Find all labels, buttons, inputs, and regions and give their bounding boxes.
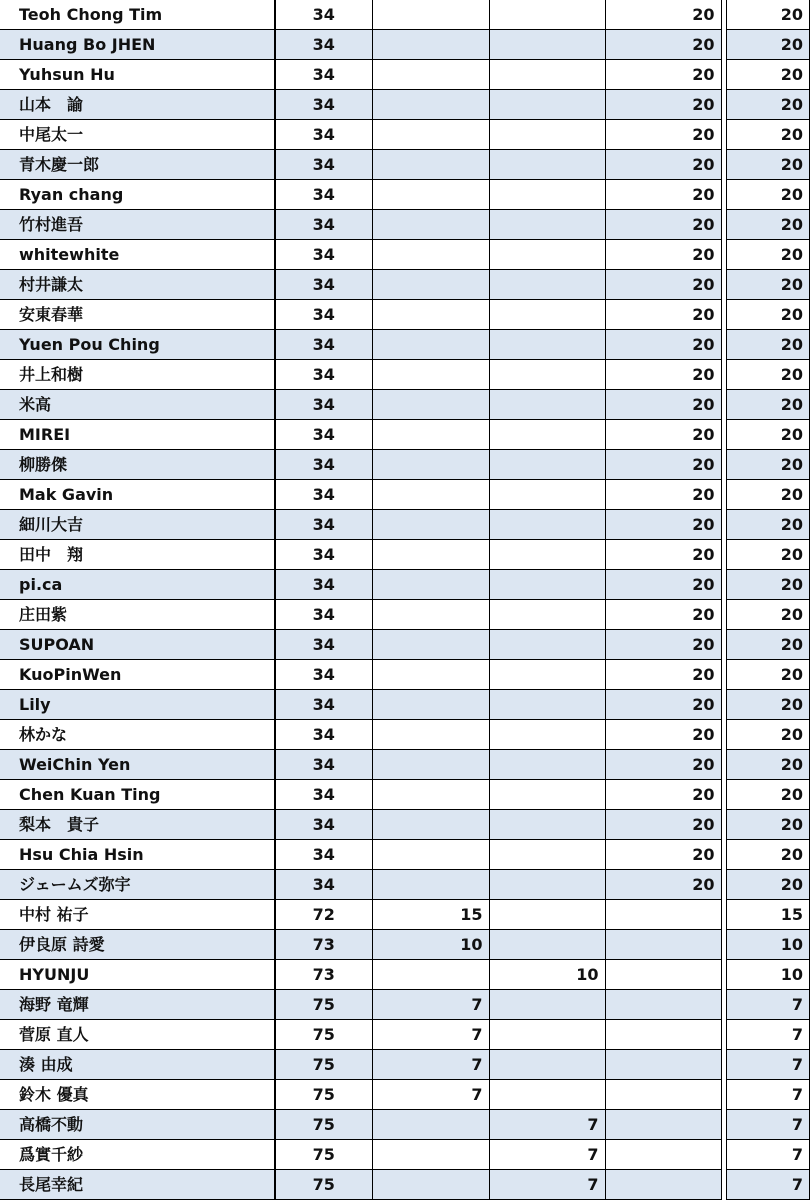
points-col2-cell	[489, 750, 605, 780]
total-points-cell: 20	[726, 510, 810, 540]
points-col3-cell: 20	[605, 420, 721, 450]
points-col2-cell	[489, 420, 605, 450]
table-row	[0, 780, 810, 810]
points-col1-cell	[372, 780, 489, 810]
total-points-cell: 20	[726, 60, 810, 90]
total-points-cell: 7	[726, 1170, 810, 1200]
total-points-cell: 20	[726, 630, 810, 660]
points-col2-cell: 7	[489, 1140, 605, 1170]
points-col2-cell	[489, 600, 605, 630]
rank-cell: 34	[275, 540, 372, 570]
points-col3-cell	[605, 1140, 721, 1170]
points-col2-cell	[489, 900, 605, 930]
points-col1-cell	[372, 960, 489, 990]
player-name-cell: 伊良原 詩愛	[0, 930, 275, 960]
points-col1-cell	[372, 480, 489, 510]
table-row	[0, 210, 810, 240]
points-col3-cell: 20	[605, 810, 721, 840]
points-col1-cell	[372, 1110, 489, 1140]
player-name-cell: 竹村進吾	[0, 210, 275, 240]
points-col3-cell: 20	[605, 180, 721, 210]
table-row	[0, 90, 810, 120]
total-points-cell: 15	[726, 900, 810, 930]
rank-cell: 34	[275, 30, 372, 60]
player-name-cell: 長尾幸紀	[0, 1170, 275, 1200]
player-name-cell: 爲實千紗	[0, 1140, 275, 1170]
points-col1-cell	[372, 270, 489, 300]
points-col2-cell	[489, 30, 605, 60]
points-col3-cell	[605, 1170, 721, 1200]
points-col1-cell	[372, 390, 489, 420]
points-col3-cell: 20	[605, 540, 721, 570]
points-col3-cell: 20	[605, 60, 721, 90]
total-points-cell: 10	[726, 960, 810, 990]
total-points-cell: 20	[726, 720, 810, 750]
rank-cell: 73	[275, 960, 372, 990]
points-col1-cell	[372, 30, 489, 60]
player-name-cell: 高橋不動	[0, 1110, 275, 1140]
player-name-cell: 梨本 貴子	[0, 810, 275, 840]
rank-cell: 34	[275, 180, 372, 210]
rank-cell: 75	[275, 1110, 372, 1140]
points-col3-cell: 20	[605, 30, 721, 60]
points-col1-cell	[372, 750, 489, 780]
table-row	[0, 270, 810, 300]
rank-cell: 34	[275, 360, 372, 390]
table-row	[0, 150, 810, 180]
points-col2-cell	[489, 390, 605, 420]
table-row	[0, 510, 810, 540]
rank-cell: 34	[275, 210, 372, 240]
total-points-cell: 7	[726, 1020, 810, 1050]
points-col3-cell: 20	[605, 840, 721, 870]
rank-cell: 34	[275, 300, 372, 330]
player-name-cell: WeiChin Yen	[0, 750, 275, 780]
table-row	[0, 960, 810, 990]
points-col1-cell	[372, 180, 489, 210]
rank-cell: 34	[275, 270, 372, 300]
player-name-cell: 細川大吉	[0, 510, 275, 540]
player-name-cell: 安東春華	[0, 300, 275, 330]
total-points-cell: 20	[726, 690, 810, 720]
total-points-cell: 7	[726, 1110, 810, 1140]
total-points-cell: 20	[726, 450, 810, 480]
points-col1-cell	[372, 660, 489, 690]
table-row	[0, 120, 810, 150]
points-col3-cell: 20	[605, 660, 721, 690]
points-col2-cell	[489, 480, 605, 510]
total-points-cell: 20	[726, 840, 810, 870]
points-col1-cell	[372, 570, 489, 600]
table-row	[0, 300, 810, 330]
table-row	[0, 360, 810, 390]
player-name-cell: HYUNJU	[0, 960, 275, 990]
total-points-cell: 20	[726, 120, 810, 150]
rank-cell: 34	[275, 90, 372, 120]
table-row	[0, 60, 810, 90]
rank-cell: 34	[275, 600, 372, 630]
table-row	[0, 0, 810, 30]
points-col1-cell	[372, 120, 489, 150]
total-points-cell: 7	[726, 990, 810, 1020]
player-name-cell: Chen Kuan Ting	[0, 780, 275, 810]
points-col3-cell: 20	[605, 90, 721, 120]
points-col2-cell	[489, 60, 605, 90]
rank-cell: 34	[275, 150, 372, 180]
points-col3-cell	[605, 1080, 721, 1110]
player-name-cell: 菅原 直人	[0, 1020, 275, 1050]
points-col3-cell: 20	[605, 780, 721, 810]
table-row	[0, 600, 810, 630]
points-col3-cell: 20	[605, 150, 721, 180]
rank-cell: 34	[275, 720, 372, 750]
table-row	[0, 480, 810, 510]
player-name-cell: Teoh Chong Tim	[0, 0, 275, 30]
points-col1-cell	[372, 60, 489, 90]
table-row	[0, 450, 810, 480]
total-points-cell: 20	[726, 810, 810, 840]
points-col3-cell: 20	[605, 510, 721, 540]
total-points-cell: 10	[726, 930, 810, 960]
points-col1-cell	[372, 420, 489, 450]
rank-cell: 34	[275, 810, 372, 840]
total-points-cell: 7	[726, 1140, 810, 1170]
points-col2-cell	[489, 840, 605, 870]
rank-cell: 75	[275, 1170, 372, 1200]
rank-cell: 75	[275, 1020, 372, 1050]
table-row	[0, 390, 810, 420]
points-col2-cell	[489, 780, 605, 810]
player-name-cell: 中村 祐子	[0, 900, 275, 930]
points-col3-cell: 20	[605, 480, 721, 510]
table-row	[0, 750, 810, 780]
points-col3-cell: 20	[605, 300, 721, 330]
rank-cell: 75	[275, 990, 372, 1020]
points-col2-cell	[489, 330, 605, 360]
table-row	[0, 840, 810, 870]
points-col1-cell	[372, 840, 489, 870]
points-col1-cell: 7	[372, 1080, 489, 1110]
points-col1-cell	[372, 240, 489, 270]
points-col1-cell	[372, 360, 489, 390]
points-col1-cell: 7	[372, 1050, 489, 1080]
player-name-cell: 庄田紫	[0, 600, 275, 630]
points-col2-cell	[489, 180, 605, 210]
points-col2-cell	[489, 720, 605, 750]
points-col3-cell	[605, 900, 721, 930]
player-name-cell: Yuhsun Hu	[0, 60, 275, 90]
points-col2-cell	[489, 660, 605, 690]
points-col3-cell: 20	[605, 120, 721, 150]
points-col3-cell: 20	[605, 720, 721, 750]
total-points-cell: 20	[726, 390, 810, 420]
rank-cell: 34	[275, 330, 372, 360]
table-row	[0, 930, 810, 960]
points-col2-cell: 10	[489, 960, 605, 990]
table-row	[0, 690, 810, 720]
points-col1-cell	[372, 600, 489, 630]
points-col2-cell	[489, 270, 605, 300]
points-col3-cell: 20	[605, 210, 721, 240]
points-col3-cell: 20	[605, 330, 721, 360]
points-col2-cell	[489, 360, 605, 390]
points-col3-cell: 20	[605, 750, 721, 780]
total-points-cell: 20	[726, 90, 810, 120]
table-row	[0, 330, 810, 360]
player-name-cell: 井上和樹	[0, 360, 275, 390]
points-col2-cell	[489, 810, 605, 840]
rank-cell: 34	[275, 690, 372, 720]
total-points-cell: 20	[726, 330, 810, 360]
points-col3-cell: 20	[605, 270, 721, 300]
points-col2-cell	[489, 510, 605, 540]
player-name-cell: 村井謙太	[0, 270, 275, 300]
table-row	[0, 870, 810, 900]
points-col1-cell	[372, 1170, 489, 1200]
points-col3-cell: 20	[605, 240, 721, 270]
points-col1-cell: 15	[372, 900, 489, 930]
table-row	[0, 1110, 810, 1140]
rank-cell: 34	[275, 780, 372, 810]
points-col3-cell: 20	[605, 570, 721, 600]
points-col1-cell	[372, 1140, 489, 1170]
rank-cell: 73	[275, 930, 372, 960]
rank-cell: 34	[275, 870, 372, 900]
points-col2-cell	[489, 150, 605, 180]
table-row	[0, 720, 810, 750]
player-name-cell: whitewhite	[0, 240, 275, 270]
total-points-cell: 20	[726, 150, 810, 180]
points-col3-cell: 20	[605, 870, 721, 900]
points-col1-cell: 10	[372, 930, 489, 960]
points-col2-cell	[489, 930, 605, 960]
player-name-cell: 田中 翔	[0, 540, 275, 570]
rank-cell: 34	[275, 450, 372, 480]
total-points-cell: 20	[726, 210, 810, 240]
points-col2-cell	[489, 540, 605, 570]
points-col3-cell: 20	[605, 630, 721, 660]
points-col3-cell: 20	[605, 450, 721, 480]
player-name-cell: SUPOAN	[0, 630, 275, 660]
points-col2-cell	[489, 1050, 605, 1080]
rank-cell: 34	[275, 480, 372, 510]
rank-cell: 34	[275, 510, 372, 540]
rank-cell: 34	[275, 660, 372, 690]
points-col2-cell: 7	[489, 1170, 605, 1200]
points-col2-cell	[489, 870, 605, 900]
points-col1-cell	[372, 0, 489, 30]
total-points-cell: 7	[726, 1050, 810, 1080]
table-row	[0, 30, 810, 60]
points-col2-cell	[489, 450, 605, 480]
rank-cell: 34	[275, 630, 372, 660]
points-col1-cell	[372, 720, 489, 750]
player-name-cell: 海野 竜輝	[0, 990, 275, 1020]
points-col1-cell	[372, 810, 489, 840]
points-col1-cell: 7	[372, 990, 489, 1020]
points-col3-cell: 20	[605, 0, 721, 30]
player-name-cell: 米高	[0, 390, 275, 420]
total-points-cell: 20	[726, 570, 810, 600]
table-row	[0, 900, 810, 930]
total-points-cell: 20	[726, 30, 810, 60]
points-col3-cell: 20	[605, 360, 721, 390]
table-row	[0, 1080, 810, 1110]
points-col1-cell	[372, 510, 489, 540]
player-name-cell: Huang Bo JHEN	[0, 30, 275, 60]
rank-cell: 72	[275, 900, 372, 930]
points-col1-cell	[372, 690, 489, 720]
points-col1-cell	[372, 90, 489, 120]
rank-cell: 75	[275, 1080, 372, 1110]
points-col3-cell: 20	[605, 690, 721, 720]
player-name-cell: 山本 諭	[0, 90, 275, 120]
points-col2-cell	[489, 690, 605, 720]
rank-cell: 34	[275, 390, 372, 420]
points-col3-cell	[605, 990, 721, 1020]
player-name-cell: 湊 由成	[0, 1050, 275, 1080]
points-col2-cell	[489, 630, 605, 660]
points-col2-cell	[489, 90, 605, 120]
points-col1-cell	[372, 330, 489, 360]
table-row	[0, 990, 810, 1020]
points-col2-cell	[489, 1080, 605, 1110]
points-col1-cell: 7	[372, 1020, 489, 1050]
points-col2-cell	[489, 570, 605, 600]
total-points-cell: 20	[726, 540, 810, 570]
player-name-cell: Mak Gavin	[0, 480, 275, 510]
total-points-cell: 20	[726, 750, 810, 780]
rank-cell: 34	[275, 0, 372, 30]
table-row	[0, 1140, 810, 1170]
points-col2-cell	[489, 990, 605, 1020]
total-points-cell: 20	[726, 180, 810, 210]
points-col3-cell: 20	[605, 600, 721, 630]
total-points-cell: 20	[726, 300, 810, 330]
table-row	[0, 570, 810, 600]
points-col1-cell	[372, 210, 489, 240]
points-col3-cell	[605, 1020, 721, 1050]
points-col2-cell	[489, 1020, 605, 1050]
total-points-cell: 20	[726, 360, 810, 390]
table-row	[0, 1170, 810, 1200]
points-col3-cell: 20	[605, 390, 721, 420]
player-name-cell: pi.ca	[0, 570, 275, 600]
rank-cell: 75	[275, 1050, 372, 1080]
player-name-cell: MIREI	[0, 420, 275, 450]
points-col3-cell	[605, 960, 721, 990]
total-points-cell: 20	[726, 870, 810, 900]
player-name-cell: 青木慶一郎	[0, 150, 275, 180]
rank-cell: 34	[275, 60, 372, 90]
table-row	[0, 1020, 810, 1050]
points-col2-cell	[489, 300, 605, 330]
rank-cell: 34	[275, 420, 372, 450]
rank-cell: 75	[275, 1140, 372, 1170]
rank-cell: 34	[275, 750, 372, 780]
table-row	[0, 420, 810, 450]
table-row	[0, 180, 810, 210]
rank-cell: 34	[275, 840, 372, 870]
table-row	[0, 240, 810, 270]
points-col1-cell	[372, 450, 489, 480]
table-row	[0, 1050, 810, 1080]
player-name-cell: 中尾太一	[0, 120, 275, 150]
points-col1-cell	[372, 540, 489, 570]
points-col3-cell	[605, 1110, 721, 1140]
total-points-cell: 20	[726, 420, 810, 450]
total-points-cell: 20	[726, 600, 810, 630]
player-name-cell: 林かな	[0, 720, 275, 750]
total-points-cell: 20	[726, 270, 810, 300]
points-col2-cell	[489, 120, 605, 150]
player-name-cell: Hsu Chia Hsin	[0, 840, 275, 870]
player-name-cell: KuoPinWen	[0, 660, 275, 690]
points-col3-cell	[605, 1050, 721, 1080]
total-points-cell: 7	[726, 1080, 810, 1110]
rank-cell: 34	[275, 240, 372, 270]
player-name-cell: Ryan chang	[0, 180, 275, 210]
table-row	[0, 630, 810, 660]
points-col1-cell	[372, 300, 489, 330]
total-points-cell: 20	[726, 780, 810, 810]
points-col1-cell	[372, 630, 489, 660]
player-name-cell: Lily	[0, 690, 275, 720]
total-points-cell: 20	[726, 0, 810, 30]
rank-cell: 34	[275, 120, 372, 150]
player-name-cell: 柳勝傑	[0, 450, 275, 480]
player-name-cell: 鈴木 優真	[0, 1080, 275, 1110]
table-row	[0, 660, 810, 690]
player-name-cell: ジェームズ弥宇	[0, 870, 275, 900]
total-points-cell: 20	[726, 480, 810, 510]
table-row	[0, 540, 810, 570]
points-col2-cell	[489, 240, 605, 270]
points-col3-cell	[605, 930, 721, 960]
points-col1-cell	[372, 870, 489, 900]
total-points-cell: 20	[726, 240, 810, 270]
player-name-cell: Yuen Pou Ching	[0, 330, 275, 360]
total-points-cell: 20	[726, 660, 810, 690]
points-col2-cell	[489, 210, 605, 240]
points-col2-cell	[489, 0, 605, 30]
points-col2-cell: 7	[489, 1110, 605, 1140]
points-col1-cell	[372, 150, 489, 180]
table-row	[0, 810, 810, 840]
rank-cell: 34	[275, 570, 372, 600]
